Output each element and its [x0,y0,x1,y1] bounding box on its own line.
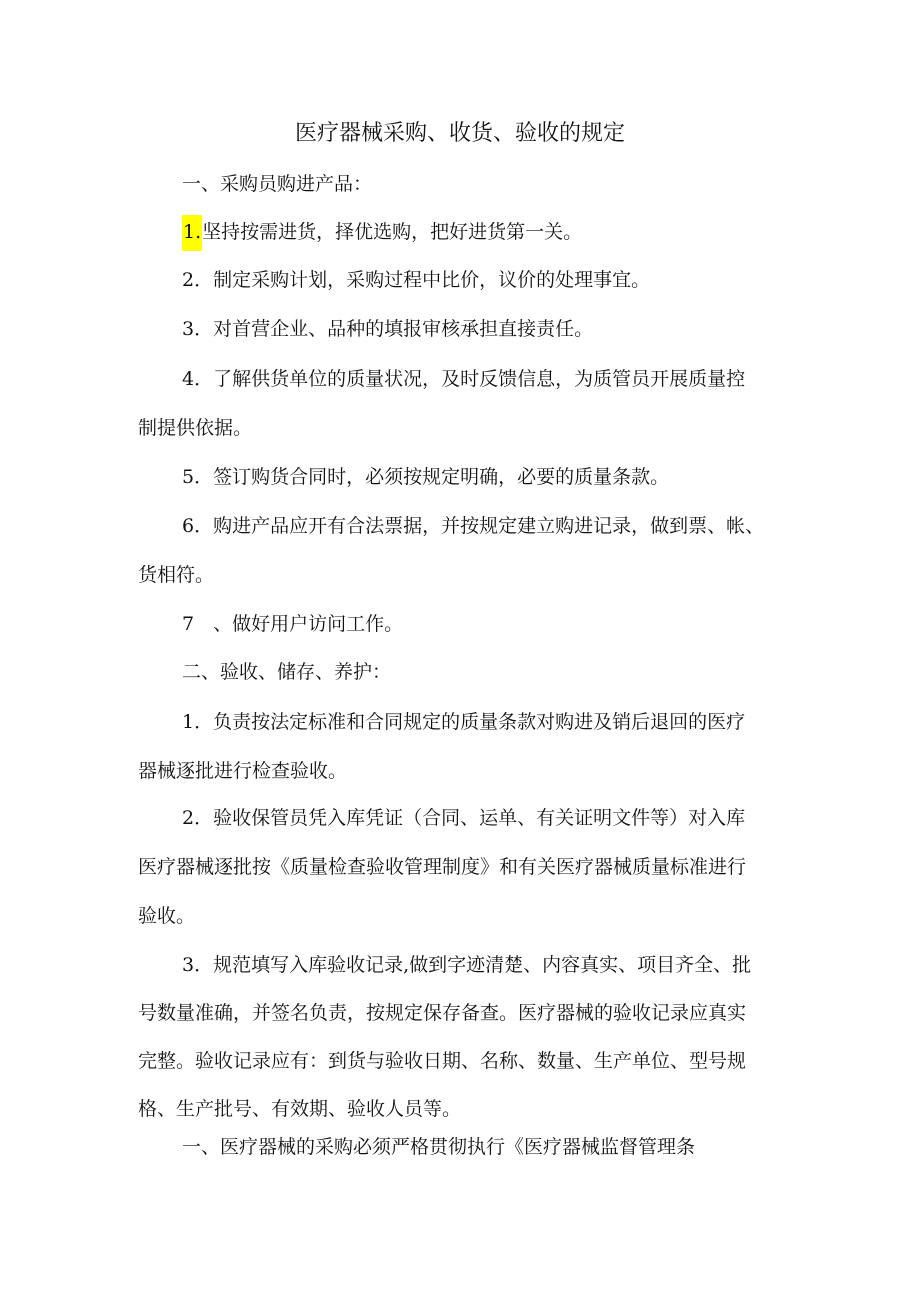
section-1-item-4-line-1: 4．了解供货单位的质量状况，及时反馈信息，为质管员开展质量控 [182,368,746,390]
highlighted-item-number: 1. [182,215,202,251]
section-1-item-4-line-2: 制提供依据。 [138,417,253,439]
section-3-line-1: 一、医疗器械的采购必须严格贯彻执行《医疗器械监督管理条 [182,1136,696,1158]
section-1-item-5: 5．签订购货合同时，必须按规定明确，必要的质量条款。 [182,466,670,488]
section-2-item-2-line-2: 医疗器械逐批按《质量检查验收管理制度》和有关医疗器械质量标准进行 [138,856,747,878]
section-2-item-3-line-2: 号数量准确，并签名负责，按规定保存备查。医疗器械的验收记录应真实 [138,1002,747,1024]
section-1-item-2: 2．制定采购计划，采购过程中比价，议价的处理事宜。 [182,269,651,291]
section-2-item-2-line-3: 验收。 [138,905,196,927]
section-1-item-1-text: 坚持按需进货，择优选购，把好进货第一关。 [202,221,583,243]
section-1-item-7: 7 、做好用户访问工作。 [182,613,404,635]
section-2-item-3-line-4: 格、生产批号、有效期、验收人员等。 [138,1098,462,1120]
section-2-item-3-line-3: 完整。验收记录应有：到货与验收日期、名称、数量、生产单位、型号规 [138,1050,747,1072]
section-2-item-1-line-1: 1．负责按法定标准和合同规定的质量条款对购进及销后退回的医疗 [182,711,746,733]
section-1-item-6-line-1: 6．购进产品应开有合法票据，并按规定建立购进记录，做到票、帐、 [182,515,765,537]
section-1-heading: 一、采购员购进产品： [182,173,373,195]
section-2-heading: 二、验收、储存、养护： [182,661,392,683]
section-2-item-2-line-1: 2．验收保管员凭入库凭证（合同、运单、有关证明文件等）对入库 [182,807,746,829]
section-1-item-6-line-2: 货相符。 [138,564,215,586]
section-2-item-1-line-2: 器械逐批进行检查验收。 [138,760,348,782]
document-title: 医疗器械采购、收货、验收的规定 [294,121,625,146]
section-2-item-3-line-1: 3．规范填写入库验收记录,做到字迹清楚、内容真实、项目齐全、批 [182,954,752,976]
section-1-item-3: 3．对首营企业、品种的填报审核承担直接责任。 [182,318,594,340]
section-1-item-1 [182,218,582,246]
